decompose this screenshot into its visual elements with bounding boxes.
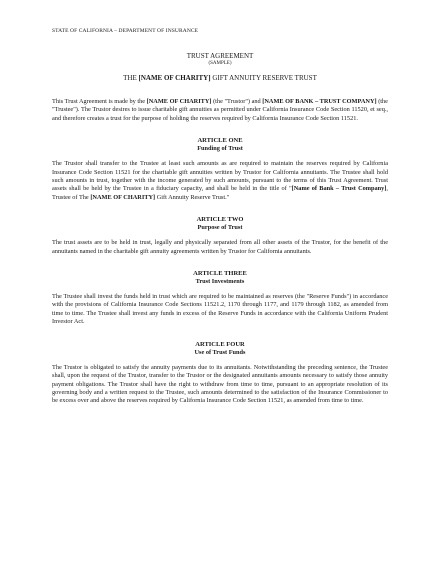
article-one-text-2: , Trustee of The bbox=[52, 185, 388, 201]
subtitle-pre: THE bbox=[123, 74, 139, 82]
article-four-body: The Trustor is obligated to satisfy the annuity payments due to its annuitants. Notwithstanding the preceding sentence, the Trustee shall, upon the request of the Trustor, transfer to the Trustor or the designated annuitants amounts necessary to satisfy those annuity payment obligations. The Trustor shall have the right to withdraw from time to time, pursuant to an appropriate resolution of its governing body and a written request to the Trustee, such amounts determined to the satisfaction of the Insurance Commissioner to be excess over and above the reserves required by California Insurance Code Section 11521, as amended from time to time. bbox=[52, 363, 388, 405]
subtitle-post: GIFT ANNUITY RESERVE TRUST bbox=[210, 74, 317, 82]
intro-text-1: This Trust Agreement is made by the bbox=[52, 98, 147, 105]
intro-text-2: (the "Trustor") and bbox=[211, 98, 263, 105]
article-three-subheading: Trust Investments bbox=[195, 278, 245, 286]
article-four-subheading: Use of Trust Funds bbox=[194, 348, 246, 356]
article-one-text-3: Gift Annuity Reserve Trust." bbox=[155, 193, 230, 201]
intro-bank-placeholder: [NAME OF BANK – TRUST COMPANY] bbox=[262, 98, 377, 105]
article-four-heading: ARTICLE FOUR bbox=[195, 340, 245, 348]
article-one-bank-placeholder: [Name of Bank – Trust Company] bbox=[291, 185, 387, 193]
article-two-body: The trust assets are to be held in trust, legally and physically separated from all other assets of the Trustor, for the benefit of the annuitants named in the charitable gift annuity agreements written by Trustor for California annuitants. bbox=[52, 239, 388, 255]
document-title: TRUST AGREEMENT bbox=[186, 52, 254, 60]
article-two-subheading: Purpose of Trust bbox=[197, 224, 243, 232]
article-two-heading: ARTICLE TWO bbox=[196, 216, 244, 224]
sample-label: (SAMPLE) bbox=[208, 61, 232, 66]
intro-text-3: (the "Trustee"). The Trustor desires to issue charitable gift annuities as permitted under California Insurance Code Section 11520, et seq., and therefore creates a trust for the purpose of holding the reserves required by California Insurance Code Section 11521. bbox=[52, 98, 388, 122]
article-three-body: The Trustee shall invest the funds held in trust which are required to be maintained as reserves (the "Reserve Funds") in accordance with the provisions of California Insurance Code Sections 11521.2, 1170 through 1177, and 1179 through 1182, as amended from time to time. The Trustee shall invest any funds in excess of the Reserve Funds in accordance with the California Uniform Prudent Investor Act. bbox=[52, 293, 388, 326]
article-three-heading: ARTICLE THREE bbox=[193, 270, 247, 278]
article-one-subheading: Funding of Trust bbox=[197, 145, 243, 153]
department-header: STATE OF CALIFORNIA – DEPARTMENT OF INSURANCE bbox=[52, 28, 199, 34]
trust-name-heading bbox=[52, 74, 388, 82]
article-one-charity-placeholder: [NAME OF CHARITY] bbox=[90, 193, 156, 201]
intro-paragraph bbox=[52, 98, 388, 123]
intro-charity-placeholder: [NAME OF CHARITY] bbox=[146, 98, 212, 105]
charity-name-placeholder: [NAME OF CHARITY] bbox=[138, 74, 211, 82]
article-one-heading: ARTICLE ONE bbox=[197, 137, 243, 145]
article-one-body bbox=[52, 160, 388, 202]
article-one-text-1: The Trustor shall transfer to the Trustee at least such amounts as are required to maintain the reserves required by California Insurance Code Section 11521 for the charitable gift annuities written by Trustor for California annuitants. The Trustee shall hold such amounts in trust, together with the income generated by such amounts, pursuant to the terms of this Trust Agreement. Trust assets shall be held by the Trustee in a fiduciary capacity, and shall be held in the title of " bbox=[52, 160, 388, 193]
